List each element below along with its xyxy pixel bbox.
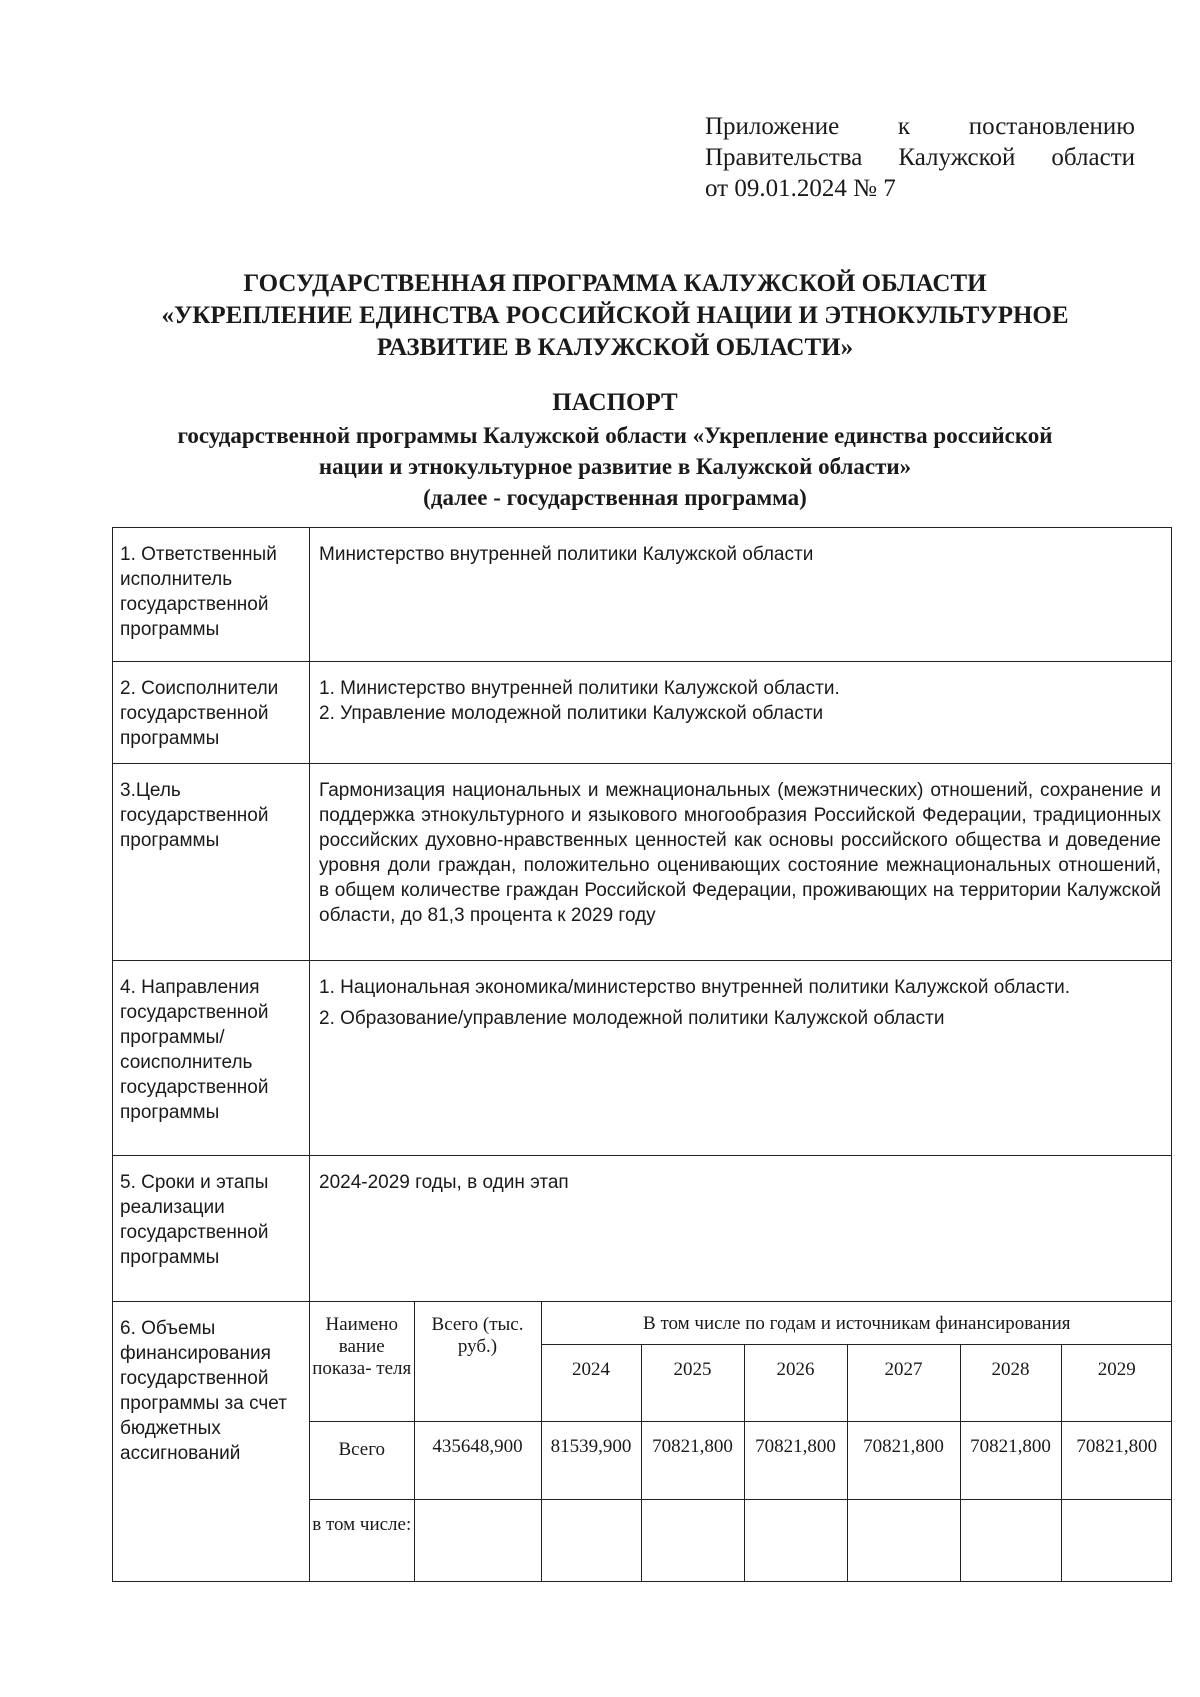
incl-row-cell: [847, 1499, 960, 1581]
finance-cell: [310, 1302, 1172, 1582]
annex-line-3: от 09.01.2024 № 7: [705, 175, 896, 202]
goal-text: Гармонизация национальных и межнациональных (межэтнических) отношений, сохранение и поддержка этнокультурного и языкового многообразия Российской Федерации, традиционных российских духовно-нравственных ценностей как основы российского общества и доведение уровня доли граждан, положительно оценивающих состояние межнациональных отношений, в общем количестве граждан Российской Федерации, проживающих на территории Калужской области, до 81,3 процента к 2029 году: [319, 780, 1161, 926]
program-title-line-2: «УКРЕПЛЕНИЕ ЕДИНСТВА РОССИЙСКОЙ НАЦИИ И ЭТНОКУЛЬТУРНОЕ: [161, 302, 1069, 329]
incl-row-cell: [541, 1499, 641, 1581]
passport-heading: ПАСПОРТ: [552, 389, 678, 416]
table-row: [113, 1156, 1172, 1302]
table-row: [113, 961, 1172, 1156]
incl-row-cell: [1061, 1499, 1172, 1581]
table-row: [113, 662, 1172, 764]
total-row-value: 70821,800: [641, 1421, 744, 1499]
list-item: 1. Национальная экономика/министерство внутренней политики Калужской области.: [319, 977, 1071, 998]
annex-note: [705, 111, 1135, 204]
finance-table: [310, 1302, 1172, 1581]
year-header: 2027: [847, 1344, 960, 1421]
total-row-value: 70821,800: [960, 1421, 1061, 1499]
passport-subtitle-line-1: государственной программы Калужской области «Укрепление единства российской: [177, 423, 1053, 448]
finance-header-row: [310, 1302, 1172, 1344]
row-value: 2024-2029 годы, в один этап: [310, 1156, 1172, 1302]
total-row-value: 70821,800: [847, 1421, 960, 1499]
year-header: 2025: [641, 1344, 744, 1421]
list-item: 2. Управление молодежной политики Калужской области: [319, 703, 824, 724]
finance-total-row: [310, 1421, 1172, 1499]
row-label: 6. Объемы финансирования государственной программы за счет бюджетных ассигнований: [113, 1302, 310, 1582]
row-label: 3.Цель государственной программы: [113, 764, 310, 961]
incl-row-name: в том числе:: [310, 1499, 414, 1581]
year-header: 2029: [1061, 1344, 1172, 1421]
list-item: 1. Министерство внутренней политики Калужской области.: [319, 678, 840, 699]
incl-row-cell: [744, 1499, 847, 1581]
finance-incl-row: [310, 1499, 1172, 1581]
incl-row-cell: [641, 1499, 744, 1581]
col-group-header: В том числе по годам и источникам финансирования: [541, 1302, 1172, 1344]
total-row-name: Всего: [310, 1421, 414, 1499]
year-header: 2028: [960, 1344, 1061, 1421]
row-label: 2. Соисполнители государственной программы: [113, 662, 310, 764]
row-label: 1. Ответственный исполнитель государственной программы: [113, 528, 310, 662]
year-header: 2024: [541, 1344, 641, 1421]
total-row-value: 70821,800: [1061, 1421, 1172, 1499]
row-value: [310, 764, 1172, 961]
table-row: [113, 1302, 1172, 1582]
incl-row-cell: [414, 1499, 541, 1581]
row-value: [310, 662, 1172, 764]
incl-row-cell: [960, 1499, 1061, 1581]
row-label: 4. Направления государственной программы/ соисполнитель государственной программы: [113, 961, 310, 1156]
annex-line-2: Правительства Калужской области: [705, 144, 1135, 171]
total-row-value: 70821,800: [744, 1421, 847, 1499]
program-title: [60, 268, 1170, 364]
annex-line-1: Приложение к постановлению: [705, 113, 1135, 140]
col-total-header: Всего (тыс. руб.): [414, 1302, 541, 1421]
row-value: [310, 961, 1172, 1156]
total-row-value: 81539,900: [541, 1421, 641, 1499]
program-title-line-3: РАЗВИТИЕ В КАЛУЖСКОЙ ОБЛАСТИ»: [376, 334, 854, 361]
col-name-header: Наимено вание показа- теля: [310, 1302, 414, 1421]
table-row: [113, 764, 1172, 961]
row-value: Министерство внутренней политики Калужской области: [310, 528, 1172, 662]
passport-subtitle-line-2: нации и этнокультурное развитие в Калужской области»: [318, 454, 912, 479]
passport-subtitle-line-3: (далее - государственная программа): [423, 485, 807, 510]
passport-subtitle: [60, 420, 1170, 513]
total-row-sum: 435648,900: [414, 1421, 541, 1499]
passport-table: [112, 527, 1172, 1582]
list-item: 2. Образование/управление молодежной политики Калужской области: [319, 1008, 945, 1029]
row-label: 5. Сроки и этапы реализации государственной программы: [113, 1156, 310, 1302]
table-row: [113, 528, 1172, 662]
program-title-line-1: ГОСУДАРСТВЕННАЯ ПРОГРАММА КАЛУЖСКОЙ ОБЛАСТИ: [243, 270, 987, 297]
year-header: 2026: [744, 1344, 847, 1421]
